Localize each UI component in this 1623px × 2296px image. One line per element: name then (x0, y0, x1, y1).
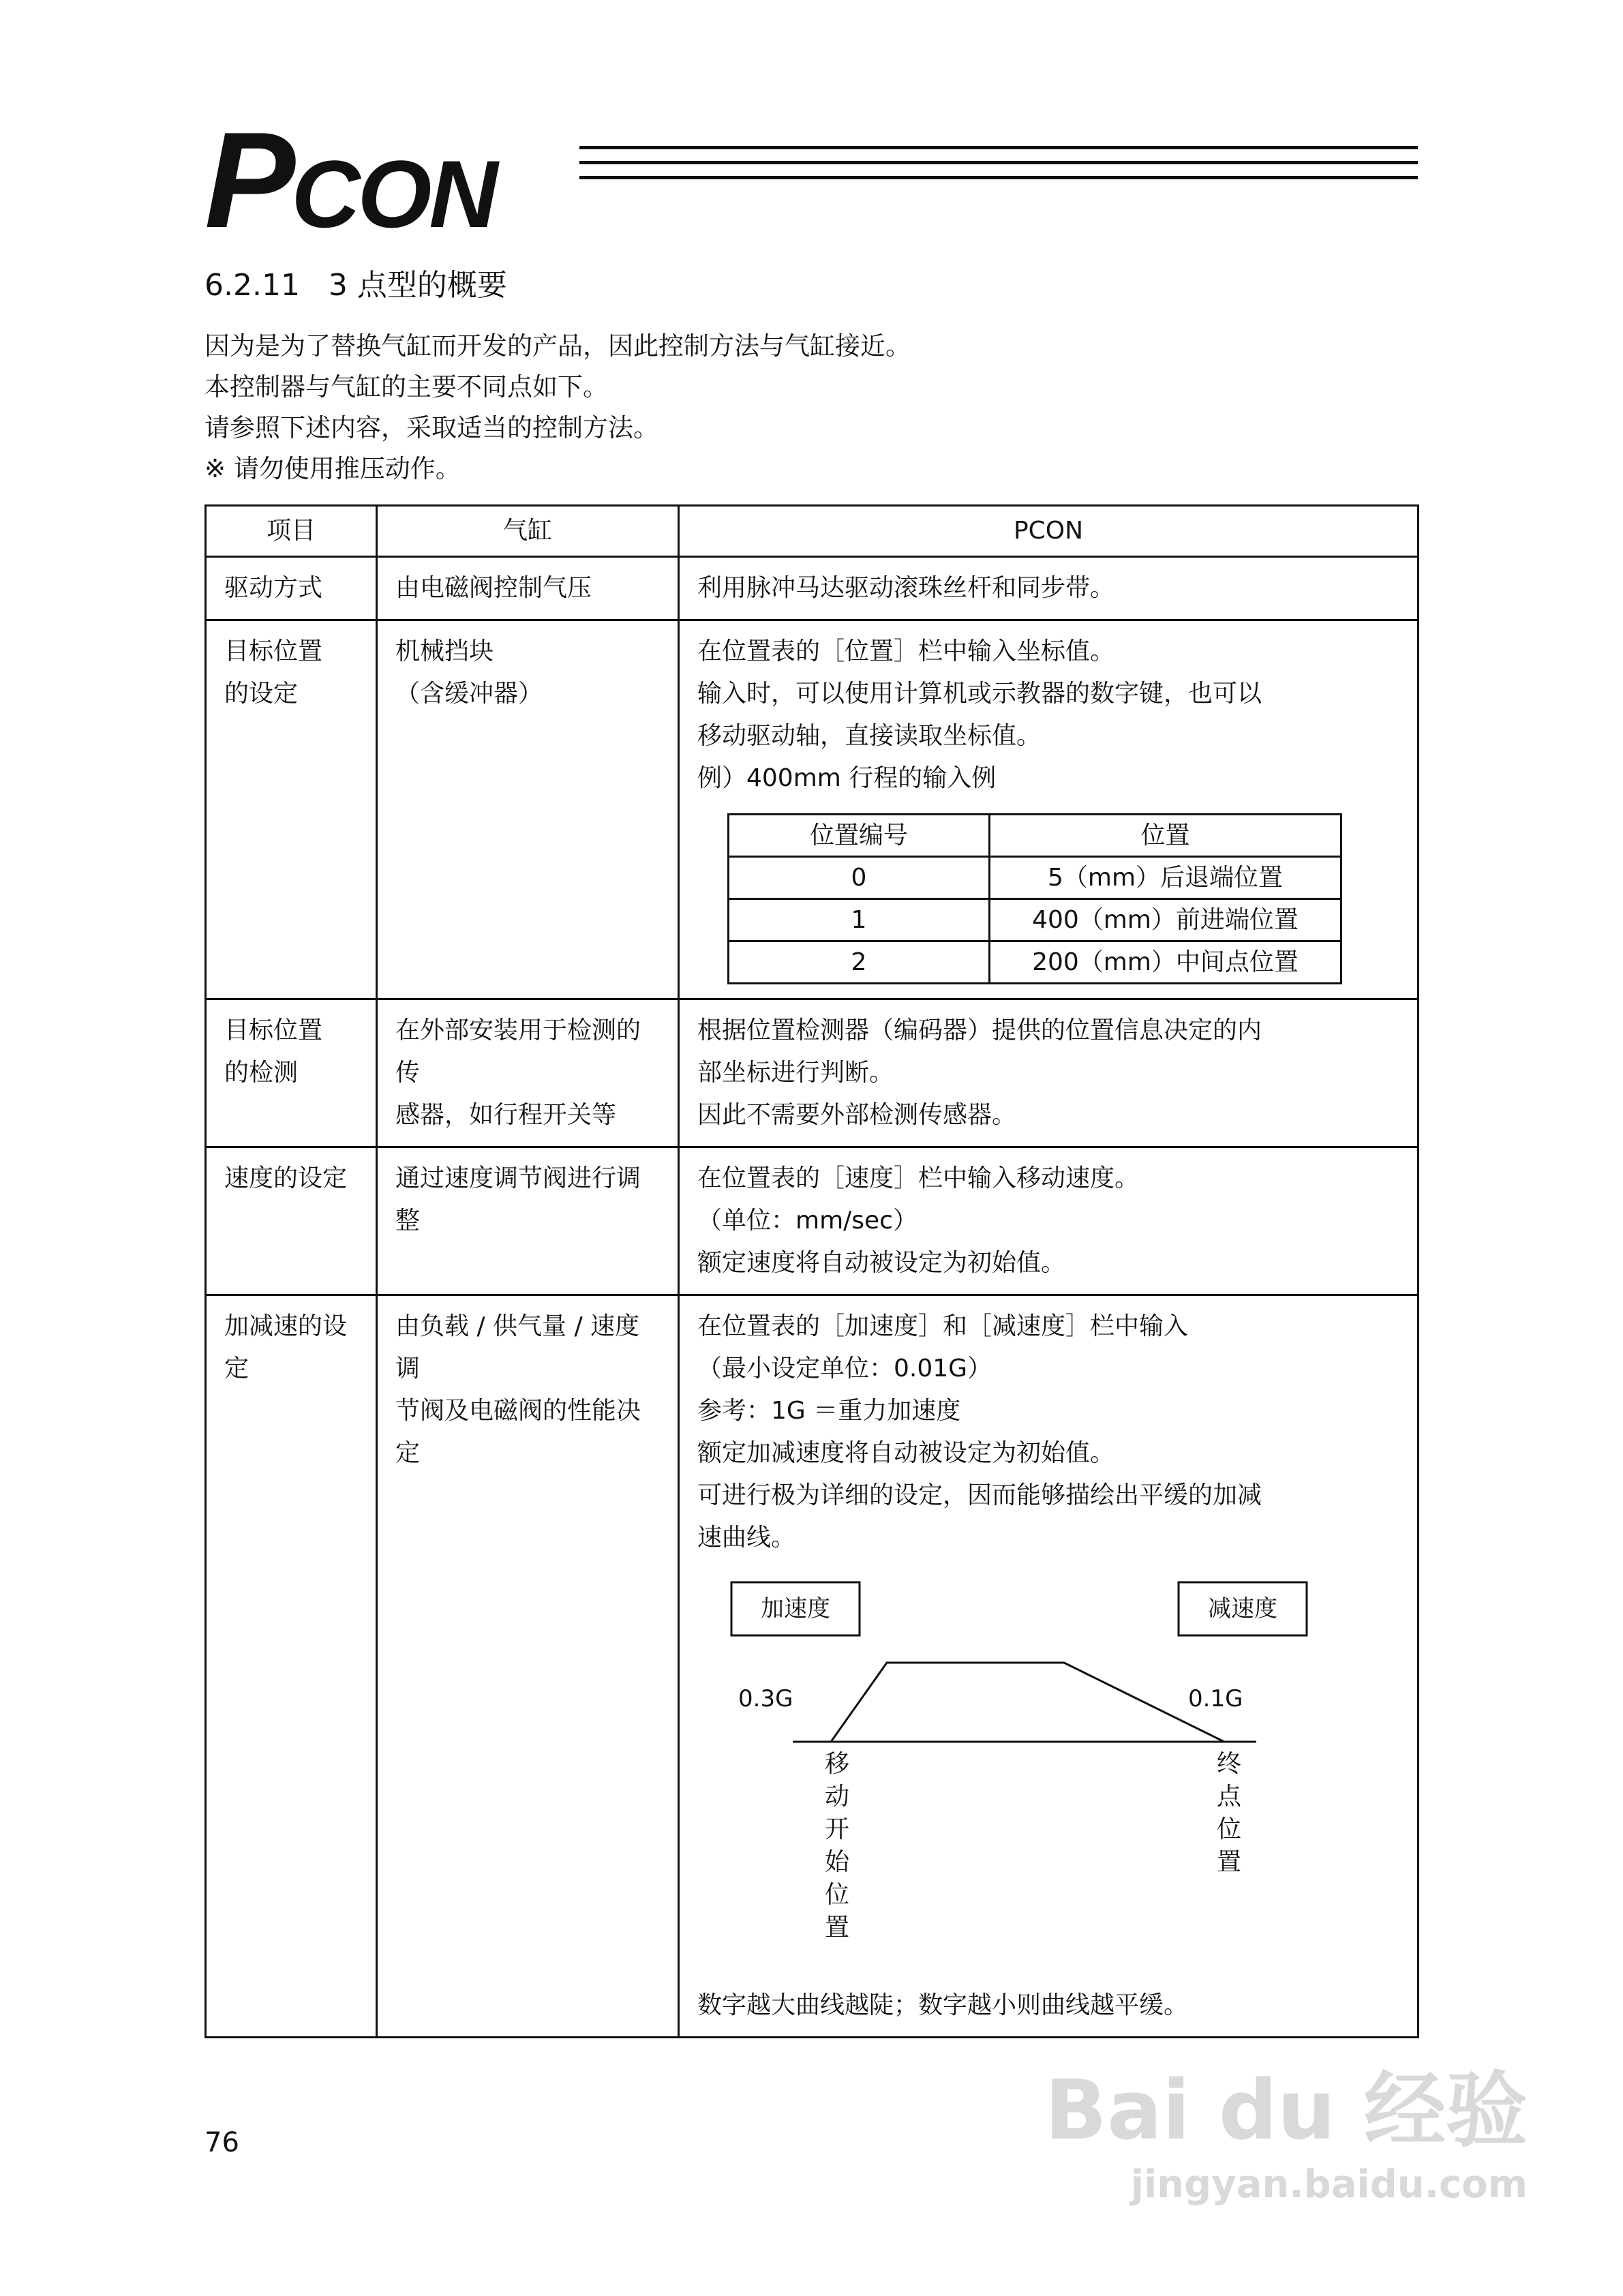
vertical-char: 开 (824, 1815, 850, 1843)
cell-text: 根据位置检测器（编码器）提供的位置信息决定的内 (697, 1016, 1262, 1044)
section-number: 6.2.11 (204, 268, 300, 303)
table-row (206, 620, 1419, 999)
vertical-char: 点 (1216, 1783, 1242, 1811)
cell-cylinder (377, 620, 679, 999)
intro-warning: ※ 请勿使用推压动作。 (204, 454, 461, 483)
cell-text: 速度的设定 (224, 1164, 348, 1192)
intro-line: 本控制器与气缸的主要不同点如下。 (204, 372, 608, 402)
cell-text: 利用脉冲马达驱动滚珠丝杆和同步带。 (697, 574, 1115, 602)
watermark (1045, 2045, 1528, 2207)
table-row (729, 941, 1341, 984)
table-row (206, 1147, 1419, 1295)
cell-text: 可进行极为详细的设定，因而能够描绘出平缓的加减 (697, 1481, 1262, 1509)
vertical-char: 置 (824, 1914, 850, 1942)
table-row (729, 857, 1341, 899)
cell-text: 由电磁阀控制气压 (395, 574, 592, 602)
cell-text: 在外部安装用于检测的传 (395, 1016, 641, 1087)
cell-pcon (679, 1147, 1419, 1295)
intro-line: 请参照下述内容，采取适当的控制方法。 (204, 413, 658, 442)
cell-item (206, 999, 377, 1147)
position-value: 400（mm）前进端位置 (990, 899, 1341, 941)
section-title-text: 3 点型的概要 (328, 268, 507, 303)
speed-profile (831, 1663, 1224, 1742)
vertical-char: 动 (824, 1783, 850, 1811)
cell-cylinder (377, 1147, 679, 1295)
vertical-char: 始 (824, 1848, 850, 1876)
cell-text: 加减速的设定 (224, 1312, 348, 1383)
table-row (206, 1295, 1419, 2038)
decel-box-label: 减速度 (1208, 1595, 1277, 1622)
table-row (206, 557, 1419, 620)
cell-text: 通过速度调节阀进行调整 (395, 1164, 641, 1235)
table-header-row (206, 506, 1419, 557)
cell-text: 额定速度将自动被设定为初始值。 (697, 1249, 1066, 1277)
page-number: 76 (204, 2127, 239, 2158)
cell-pcon (679, 557, 1419, 620)
cell-text: 额定加减速度将自动被设定为初始值。 (697, 1439, 1115, 1467)
header-rule (579, 146, 1418, 191)
header-pcon: PCON (679, 506, 1419, 557)
header-cylinder: 气缸 (377, 506, 679, 557)
cell-text: 因此不需要外部检测传感器。 (697, 1101, 1017, 1129)
cell-text: 在位置表的［加速度］和［减速度］栏中输入 (697, 1312, 1189, 1340)
cell-text: 目标位置 (224, 1016, 323, 1044)
cell-text: 参考：1G ＝重力加速度 (697, 1397, 961, 1425)
vertical-char: 置 (1216, 1848, 1242, 1876)
cell-pcon (679, 620, 1419, 999)
cell-text: 速曲线。 (697, 1524, 796, 1552)
cell-text: 在位置表的［位置］栏中输入坐标值。 (697, 637, 1115, 665)
section-title (204, 260, 507, 304)
position-example-table (727, 813, 1342, 984)
end-position-label (1217, 1750, 1242, 1876)
watermark-brand: Bai du 经验 (1044, 2064, 1528, 2158)
cell-item (206, 1147, 377, 1295)
cell-text: 机械挡块 (395, 637, 494, 665)
cell-text: 的检测 (224, 1059, 299, 1087)
cell-text: 驱动方式 (224, 574, 323, 602)
cell-text: 输入时，可以使用计算机或示教器的数字键，也可以 (697, 680, 1262, 708)
accel-decel-diagram (697, 1562, 1379, 1984)
cell-text: 的设定 (224, 680, 299, 708)
cell-text: 例）400mm 行程的输入例 (697, 764, 997, 792)
comparison-table (204, 504, 1419, 2038)
header-item: 项目 (206, 506, 377, 557)
table-row (729, 899, 1341, 941)
intro-line: 因为是为了替换气缸而开发的产品，因此控制方法与气缸接近。 (204, 331, 911, 361)
diagram-note: 数字越大曲线越陡；数字越小则曲线越平缓。 (697, 1991, 1189, 2019)
cell-cylinder (377, 1295, 679, 2038)
cell-item (206, 620, 377, 999)
position-no: 1 (729, 899, 990, 941)
cell-text: 目标位置 (224, 637, 323, 665)
cell-pcon (679, 999, 1419, 1147)
cell-item (206, 557, 377, 620)
accel-box-label: 加速度 (761, 1595, 830, 1622)
vertical-char: 终 (1216, 1750, 1242, 1778)
cell-text: 移动驱动轴，直接读取坐标值。 (697, 722, 1042, 750)
table-row (206, 999, 1419, 1147)
accel-value: 0.3G (738, 1685, 793, 1712)
cell-text: （单位：mm/sec） (697, 1207, 917, 1235)
cell-text: （最小设定单位：0.01G） (697, 1355, 992, 1383)
pcon-logo (204, 102, 496, 259)
position-value: 5（mm）后退端位置 (990, 857, 1341, 899)
cell-item (206, 1295, 377, 2038)
cell-text: 节阀及电磁阀的性能决定 (395, 1397, 641, 1467)
cell-text: 感器，如行程开关等 (395, 1101, 617, 1129)
position-no: 0 (729, 857, 990, 899)
cell-text: 部坐标进行判断。 (697, 1059, 894, 1087)
sub-header-position: 位置 (990, 815, 1341, 857)
vertical-char: 位 (824, 1881, 850, 1909)
cell-text: 由负载 / 供气量 / 速度调 (395, 1312, 640, 1383)
watermark-url: jingyan.baidu.com (1130, 2162, 1528, 2207)
cell-pcon (679, 1295, 1419, 2038)
position-value: 200（mm）中间点位置 (990, 941, 1341, 984)
logo-p: P (204, 104, 292, 256)
start-position-label (825, 1750, 850, 1942)
vertical-char: 位 (1216, 1815, 1242, 1843)
cell-cylinder (377, 999, 679, 1147)
vertical-char: 移 (824, 1750, 850, 1778)
cell-text: 在位置表的［速度］栏中输入移动速度。 (697, 1164, 1140, 1192)
sub-header-no: 位置编号 (729, 815, 990, 857)
cell-text: （含缓冲器） (395, 680, 543, 708)
cell-cylinder (377, 557, 679, 620)
decel-value: 0.1G (1188, 1685, 1243, 1712)
position-no: 2 (729, 941, 990, 984)
logo-con: CON (291, 140, 496, 247)
